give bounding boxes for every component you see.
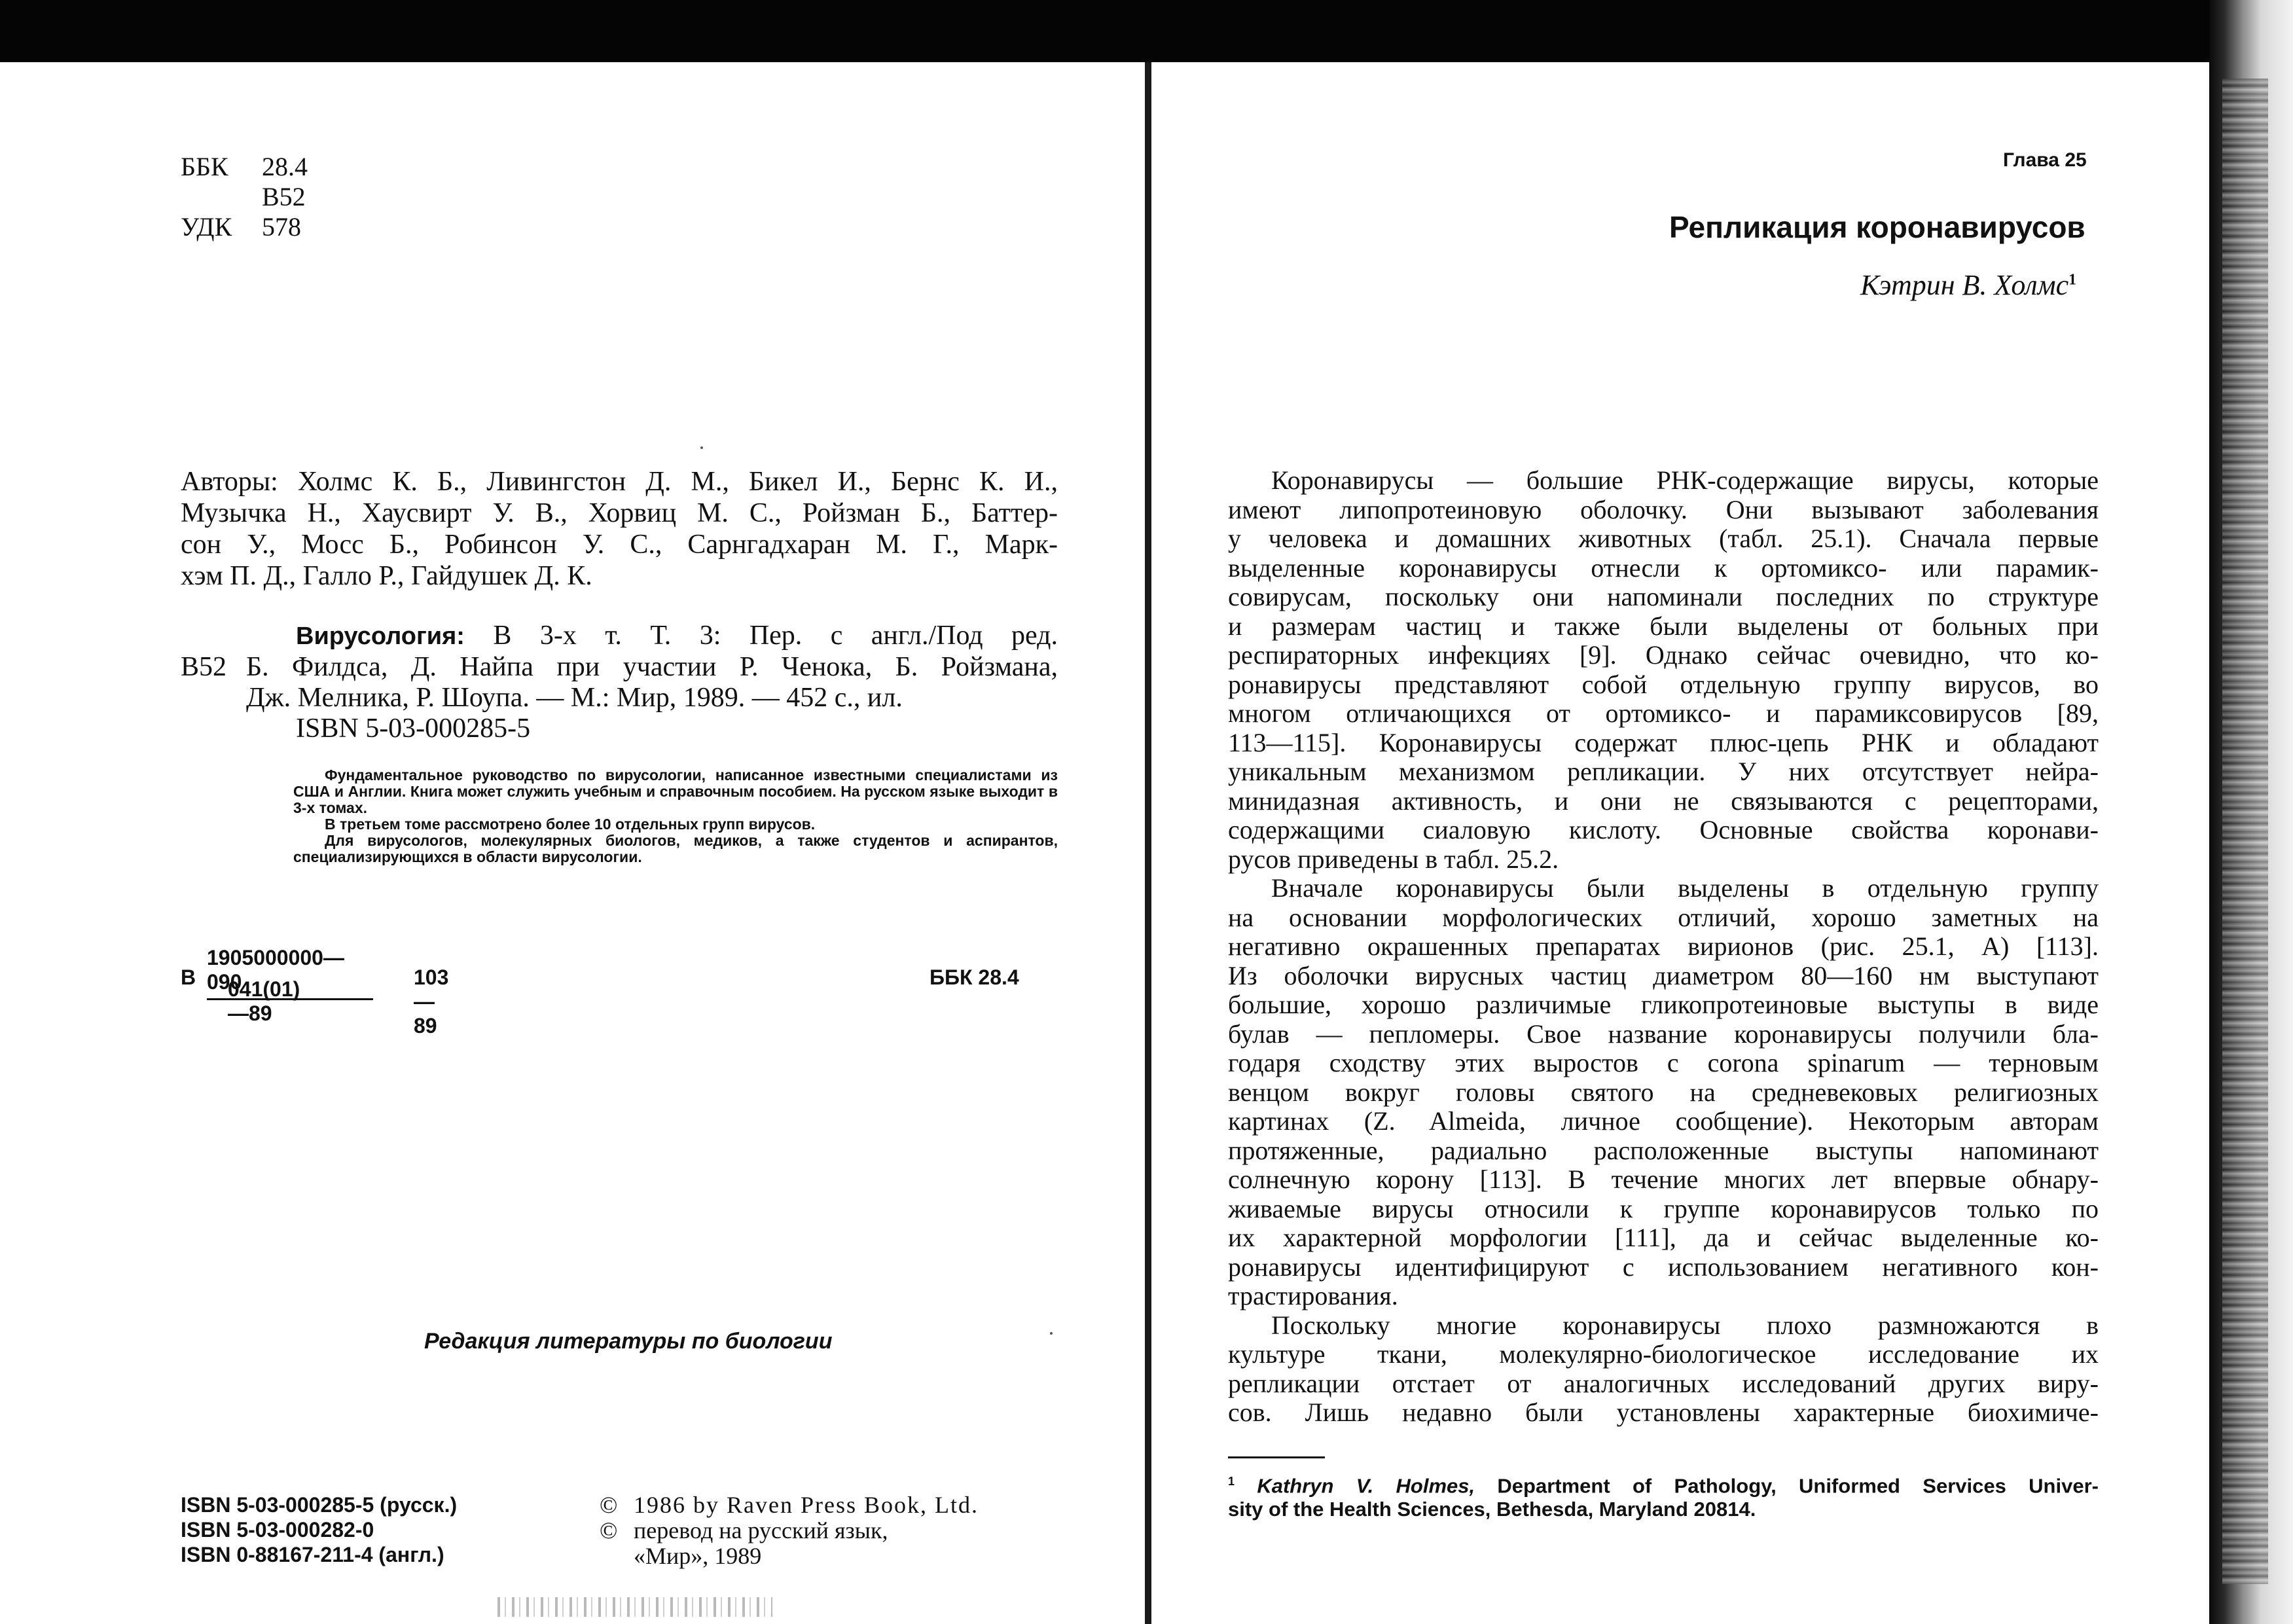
bbk-code-right: ББК 28.4 xyxy=(930,965,1019,989)
bib-code: В52 xyxy=(181,652,227,682)
body-line: на основании морфологических отличий, хорошо заметных на xyxy=(1228,902,2099,932)
body-line: солнечную корону [113]. В течение многих лет впервые обнару- xyxy=(1228,1164,2099,1194)
body-line: булав — пепломеры. Свое название коронавирусы получили бла- xyxy=(1228,1019,2099,1049)
scan-speck xyxy=(1050,1332,1053,1335)
body-line: минидазная активность, и они не связываются с рецепторами, xyxy=(1228,785,2099,816)
body-line: уникальным механизмом репликации. У них отсутствует нейра- xyxy=(1228,757,2099,786)
body-line: культуре ткани, молекулярно-биологическое исследование их xyxy=(1228,1339,2099,1369)
bib-isbn: ISBN 5-03-000285-5 xyxy=(296,713,531,744)
body-line: большие, хорошо различимые гликопротеиновые выступы в виде xyxy=(1228,990,2099,1019)
chapter-title: Репликация коронавирусов xyxy=(1669,210,2085,244)
copyright-notice: © 1986 by Raven Press Book, Ltd. © перевод на русский язык, «Мир», 1989 xyxy=(600,1492,979,1569)
paragraph xyxy=(1228,466,2099,874)
copyright-symbol: © xyxy=(600,1517,618,1543)
bib-line: Дж. Мелника, Р. Шоупа. — М.: Мир, 1989. — 452 с., ил. xyxy=(246,683,903,713)
body-line: имеют липопротеиновую оболочку. Они вызывают заболевания xyxy=(1228,494,2099,524)
body-line: и размерам частиц и также были выделены от больных при xyxy=(1228,611,2099,641)
body-line: Вначале коронавирусы были выделены в отдельную группу xyxy=(1271,873,2099,903)
library-stamp-fragment xyxy=(497,1597,772,1617)
body-line: русов приведены в табл. 25.2. xyxy=(1228,844,1559,874)
body-line: многом отличающихся от ортомиксо- и парамиксовирусов [89, xyxy=(1228,698,2099,728)
body-line: картинах (Z. Almeida, личное сообщение). Некоторым авторам xyxy=(1228,1106,2099,1136)
body-text xyxy=(1228,466,2099,1428)
classification-row: В52 xyxy=(262,182,306,211)
footnote-mark: 1 xyxy=(2068,271,2077,289)
scan-speck xyxy=(700,446,703,449)
classification-row: ББК 28.4 xyxy=(181,152,308,181)
body-line: респираторных инфекциях [9]. Однако сейчас очевидно, что ко- xyxy=(1228,640,2099,670)
book-spine xyxy=(1145,62,1151,1624)
isbn-list: ISBN 5-03-000285-5 (русск.) ISBN 5-03-000282-0 ISBN 0-88167-211-4 (англ.) xyxy=(181,1493,458,1566)
authors-list: Авторы: Холмс К. Б., Ливингстон Д. М., Бикел И., Бернс К. И., Музычка Н., Хаусвирт У. В., Хорвиц М. С., Ройзман Б., Баттер- сон У., Мосс Б., Робинсон У. С., Сарнгадхаран М. Г., Марк- хэм П. Д., Галло Р., Гайдушек Д. К. xyxy=(181,467,1058,591)
bibliographic-record xyxy=(181,621,1058,744)
chapter-number: Глава 25 xyxy=(2003,149,2087,171)
body-line: репликации отстает от аналогичных исследований других виру- xyxy=(1228,1368,2099,1398)
edition-note: Редакция литературы по биологии xyxy=(424,1329,833,1354)
fraction-numerator: 1905000000—090 xyxy=(207,946,373,1000)
body-line: сов. Лишь недавно были установлены характерные биохимиче- xyxy=(1228,1398,2099,1427)
fraction-denominator: 041(01)—89 xyxy=(228,977,300,1025)
body-line: негативно окрашенных препаратах вирионов (рис. 25.1, А) [113]. xyxy=(1228,931,2099,961)
body-line: у человека и домашних животных (табл. 25.1). Сначала первые xyxy=(1228,524,2099,553)
body-line: 113—115]. Коронавирусы содержат плюс-цепь РНК и обладают xyxy=(1228,727,2099,757)
paragraph xyxy=(1228,874,2099,1311)
scan-edge-noise xyxy=(2222,79,2268,1584)
body-line: живаемые вирусы относили к группе коронавирусов только по xyxy=(1228,1193,2099,1223)
body-line: Коронавирусы — большие РНК-содержащие вирусы, которые xyxy=(1271,465,2099,495)
bib-line: В52 Б. Филдса, Д. Найпа при участии Р. Ченока, Б. Ройзмана, xyxy=(181,652,1058,682)
annotation: Фундаментальное руководство по вирусологии, написанное известными специалистами из США и Англии. Книга может служить учебным и справочным пособием. На русском языке выходит в 3-х томах. В третьем томе рассмотрено более 10 отдельных групп вирусов. Для вирусологов, молекулярных биологов, медиков, а также студентов и аспирантов, специализирующихся в области вирусологии. xyxy=(293,767,1058,865)
body-line: трастирования. xyxy=(1228,1281,1398,1310)
bib-line xyxy=(181,713,1058,744)
body-line: ронавирусы представляют собой отдельную группу вирусов, во xyxy=(1228,669,2099,699)
classification-row: УДК 578 xyxy=(181,212,301,242)
copyright-symbol: © xyxy=(600,1492,618,1518)
book-title: Вирусология: xyxy=(296,623,465,650)
chapter-author: Кэтрин В. Холмс$^1$ xyxy=(1860,269,2077,301)
body-line: годаря сходству этих выростов с corona spinarum — терновым xyxy=(1228,1048,2099,1077)
body-line: Из оболочки вирусных частиц диаметром 80—160 нм выступают xyxy=(1228,960,2099,990)
body-line: венцом вокруг головы святого на средневековых религиозных xyxy=(1228,1077,2099,1107)
body-line: Поскольку многие коронавирусы плохо размножаются в xyxy=(1271,1310,2099,1340)
body-line: ронавирусы идентифицируют с использованием негативного кон- xyxy=(1228,1252,2099,1282)
scan-top-border xyxy=(0,0,2293,62)
footnote-rule xyxy=(1228,1456,1325,1458)
body-line: протяженные, радиально расположенные выступы напоминают xyxy=(1228,1135,2099,1165)
body-line: содержащими сиаловую кислоту. Основные свойства коронави- xyxy=(1228,815,2099,844)
bib-line: Вирусология: В 3-х т. Т. 3: Пер. с англ./Под ред. xyxy=(296,621,1058,651)
footnote: $^1$ Kathryn V. Holmes, Department of Pathology, Uniformed Services Univer- sity of the Health Sciences, Bethesda, Maryland 20814. xyxy=(1228,1474,2099,1521)
body-line: совирусам, поскольку они напоминали последних по структуре xyxy=(1228,582,2099,611)
classification-codes xyxy=(181,152,308,242)
body-line: их характерной морфологии [111], да и сейчас выделенные ко- xyxy=(1228,1223,2099,1252)
body-line: выделенные коронавирусы отнесли к ортомиксо- или парамик- xyxy=(1228,552,2099,583)
paragraph xyxy=(1228,1311,2099,1428)
